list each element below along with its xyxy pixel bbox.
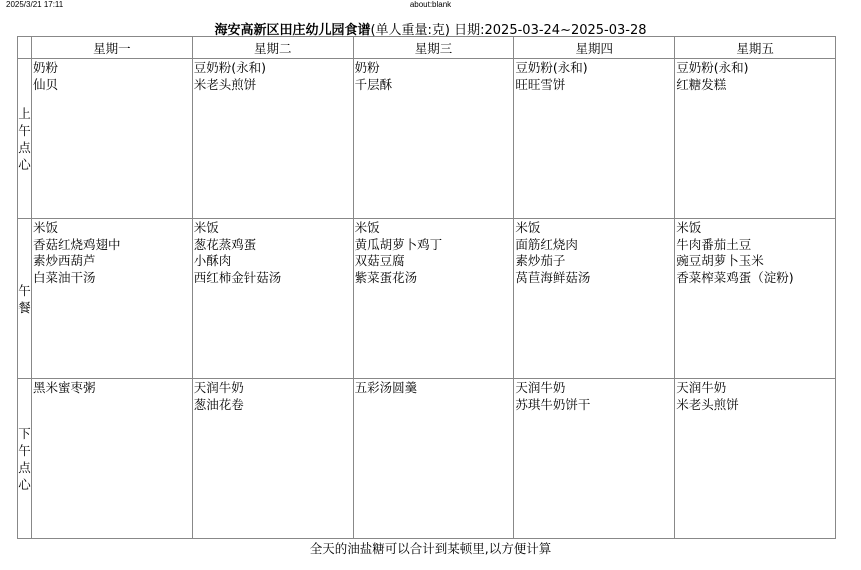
meal-row: [18, 59, 836, 219]
menu-item: 西红柿金针菇汤: [193, 269, 282, 285]
menu-item: 米老头煎饼: [193, 76, 257, 92]
menu-item: 素炒西葫芦: [33, 253, 96, 268]
menu-item: 天润牛奶: [676, 380, 727, 395]
menu-item: 紫菜蛋花汤: [354, 269, 418, 285]
menu-item: 奶粉: [33, 60, 59, 75]
meal-label: 上 午 点 心: [18, 59, 32, 219]
menu-item: 米饭: [676, 220, 702, 235]
menu-cell: [675, 59, 836, 219]
menu-cell: [353, 59, 514, 219]
menu-item: 双菇豆腐: [354, 253, 405, 268]
day-header: 星期一: [32, 37, 193, 59]
menu-item: 米饭: [33, 220, 59, 235]
menu-item: 苏琪牛奶饼干: [515, 396, 591, 412]
menu-item: 豆奶粉(永和): [193, 60, 267, 75]
menu-item: 牛肉番茄土豆: [676, 236, 752, 252]
menu-item: 香菜榨菜鸡蛋（淀粉): [676, 269, 794, 285]
day-header: 星期四: [514, 37, 675, 59]
menu-item: 天润牛奶: [193, 380, 244, 395]
menu-item: 米饭: [193, 220, 219, 235]
menu-cell: [32, 379, 193, 539]
menu-item: 白菜油干汤: [33, 269, 96, 285]
menu-item: 豌豆胡萝卜玉米: [676, 253, 764, 268]
menu-cell: [514, 59, 675, 219]
menu-item: 旺旺雪饼: [515, 76, 566, 92]
day-header-row: [18, 37, 836, 59]
menu-item: 红糖发糕: [676, 76, 727, 92]
print-url: about:blank: [409, 0, 452, 9]
menu-item: 小酥肉: [193, 253, 232, 268]
menu-item: 豆奶粉(永和): [676, 60, 749, 75]
meal-label: 下 午 点 心: [18, 379, 32, 539]
menu-cell: [353, 219, 514, 379]
print-timestamp: 2025/3/21 17:11: [6, 0, 64, 9]
menu-item: 奶粉: [354, 60, 380, 75]
menu-item: 米饭: [354, 220, 380, 235]
menu-cell: [192, 379, 353, 539]
meal-row: [18, 379, 836, 539]
menu-item: 米饭: [515, 220, 541, 235]
menu-cell: [514, 219, 675, 379]
corner-cell: [18, 37, 32, 59]
menu-cell: [192, 219, 353, 379]
menu-table: [17, 36, 836, 539]
menu-item: 葱花蒸鸡蛋: [193, 236, 257, 252]
menu-item: 葱油花卷: [193, 396, 244, 412]
menu-cell: [32, 219, 193, 379]
meal-label: 午 餐: [18, 219, 32, 379]
menu-item: 千层酥: [354, 76, 393, 92]
menu-item: 五彩汤圆羹: [354, 380, 418, 395]
menu-cell: [353, 379, 514, 539]
menu-title-date: (单人重量:克) 日期:2025-03-24~2025-03-28: [370, 23, 647, 38]
menu-item: 莴苣海鲜菇汤: [515, 269, 591, 285]
menu-cell: [675, 219, 836, 379]
meal-row: [18, 219, 836, 379]
menu-item: 仙贝: [33, 76, 59, 92]
menu-title-main: 海安高新区田庄幼儿园食谱: [214, 23, 371, 38]
footer-note: 全天的油盐糖可以合计到某顿里,以方便计算: [309, 541, 552, 556]
menu-item: 米老头煎饼: [676, 396, 739, 412]
menu-item: 面筋红烧肉: [515, 236, 578, 252]
menu-item: 黑米蜜枣粥: [33, 380, 96, 395]
menu-cell: [675, 379, 836, 539]
menu-cell: [514, 379, 675, 539]
menu-item: 天润牛奶: [515, 380, 566, 395]
day-header: 星期二: [192, 37, 353, 59]
menu-item: 素炒茄子: [515, 253, 566, 268]
menu-item: 香菇红烧鸡翅中: [33, 236, 121, 252]
menu-item: 黄瓜胡萝卜鸡丁: [354, 236, 443, 252]
menu-cell: [192, 59, 353, 219]
day-header: 星期三: [353, 37, 514, 59]
day-header: 星期五: [675, 37, 836, 59]
menu-cell: [32, 59, 193, 219]
menu-item: 豆奶粉(永和): [515, 60, 588, 75]
